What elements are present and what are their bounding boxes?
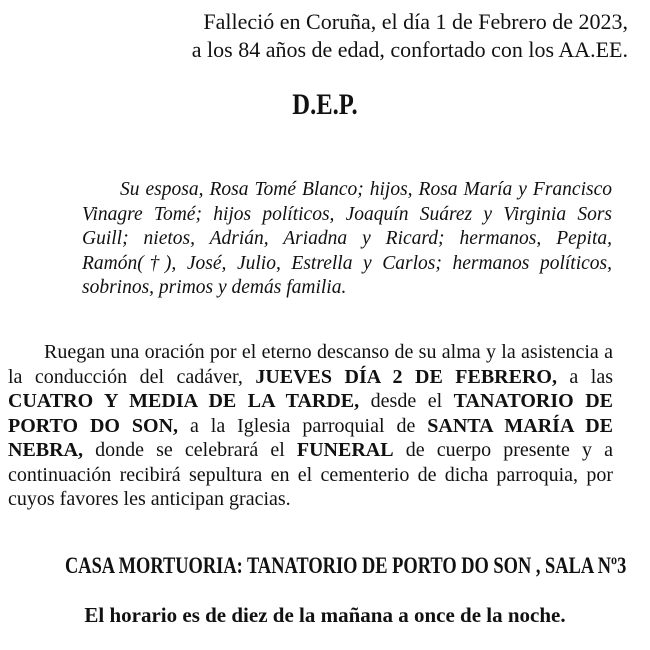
death-announcement-line-2: a los 84 años de edad, confortado con los AA.EE. [191, 37, 628, 62]
death-announcement [192, 8, 628, 64]
request-date: JUEVES DÍA 2 DE FEBRERO, [255, 365, 557, 388]
request-text: a la Iglesia parroquial de [178, 414, 428, 437]
request-text: a las [556, 365, 613, 388]
request-time: CUATRO Y MEDIA DE LA TARDE, [8, 390, 360, 412]
visiting-hours: El horario es de diez de la mañana a once de la noche. [84, 603, 566, 627]
mortuary-location: CASA MORTUORIA: TANATORIO DE PORTO DO SON , SALA Nº3 [65, 553, 627, 578]
request-church: SANTA MARÍA DE NEBRA, [8, 414, 614, 461]
death-announcement-line-1: Falleció en Coruña, el día 1 de Febrero de 2023, [203, 9, 628, 34]
funeral-request [8, 340, 613, 512]
request-text: donde se celebrará el [83, 439, 297, 461]
request-text: desde el [359, 390, 454, 412]
dep-heading: D.E.P. [292, 88, 358, 121]
request-text: de cuerpo presente y a continuación recibirá sepultura en el cementerio de dicha parroquia, por cuyos favores les anticipan gracias. [8, 439, 613, 510]
request-text: Ruegan una oración por el eterno descanso de su alma y la asistencia a la conducción del cadáver, [8, 341, 613, 388]
request-funeral: FUNERAL [296, 439, 394, 461]
family-list: Su esposa, Rosa Tomé Blanco; hijos, Rosa María y Francisco Vinagre Tomé; hijos políticos, Joaquín Suárez y Virginia Sors Guill; nietos, Adrián, Ariadna y Ricard; hermanos, Pepita, Ramón(†), José, Julio, Estrella y Carlos; hermanos políticos, sobrinos, primos y demás familia. [82, 179, 612, 298]
request-origin: TANATORIO DE PORTO DO SON, [8, 390, 613, 437]
